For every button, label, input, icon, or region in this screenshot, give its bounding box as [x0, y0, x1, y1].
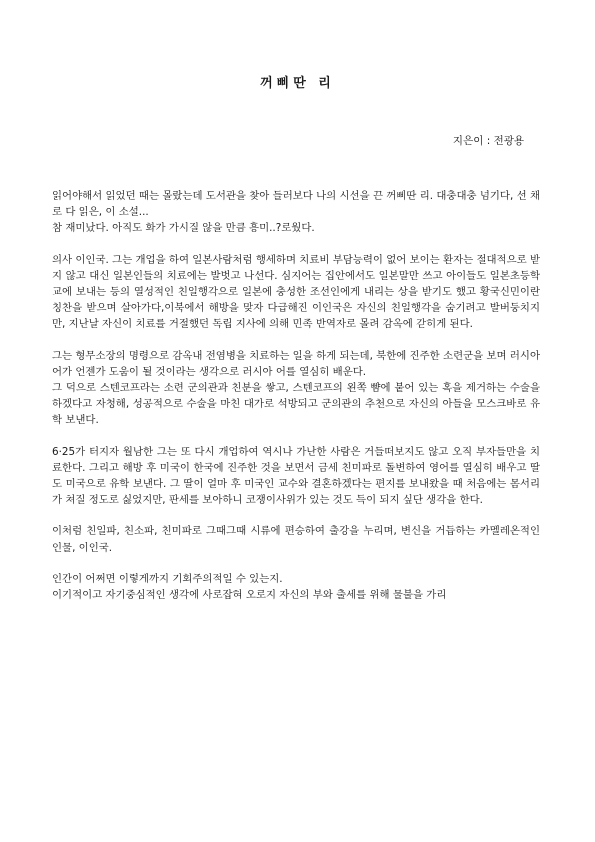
- paragraph: 6·25가 터지자 월남한 그는 또 다시 개업하여 역시나 가난한 사람은 거들떠보지도 않고 오직 부자들만을 치료한다. 그리고 해방 후 미국이 한국에 진주한 것을 보면서 금세 친미파로 돌변하여 영어를 열심히 배우고 딸도 미국으로 유학 보낸다. 그 딸이 얼마 후 미국인 교수와 결혼하겠다는 편지를 보내왔을 때 처음에는 몸서리가 쳐질 정도로 싫었지만, 판세를 보아하니 코쟁이사위가 있는 것도 득이 되지 싶단 생각을 한다.: [52, 445, 540, 507]
- paragraph: 의사 이인국. 그는 개업을 하여 일본사람처럼 행세하며 치료비 부담능력이 없어 보이는 환자는 절대적으로 받지 않고 대신 일본인들의 치료에는 발벗고 나선다. 심지어는 집안에서도 일본말만 쓰고 아이들도 일본초등학교에 보내는 등의 열성적인 친일행각으로 일본에 충성한 조선인에게 내리는 상을 받기도 했고 황국신민이란 칭찬을 받으며 살아가다,이북에서 해방을 맞자 다급해진 이인국은 자신의 친일행각을 숨기려고 발버둥치지만, 지난날 자신이 치료를 거절했던 독립 지사에 의해 민족 반역자로 몰려 감옥에 갇히게 된다.: [52, 253, 540, 331]
- paragraph: 인간이 어쩌면 이렇게까지 기회주의적일 수 있는지. 이기적이고 자기중심적인 생각에 사로잡혀 오로지 자신의 부와 출세를 위해 물불을 가리: [52, 572, 447, 602]
- paragraph: 이처럼 친일파, 친소파, 친미파로 그때그때 시류에 편승하여 출강을 누리며, 변신을 거듭하는 카멜레온적인 인물, 이인국.: [52, 525, 540, 554]
- paragraph: 그는 형무소장의 명령으로 감옥내 전염병을 치료하는 일을 하게 되는데, 북한에 진주한 소련군을 보며 러시아어가 언젠가 도움이 될 것이라는 생각으로 러시아 어를 열심히 배운다. 그 덕으로 스텐코프라는 소련 군의관과 친분을 쌓고, 스텐코프의 왼쪽 뺨에 붙어 있는 혹을 제거하는 수술을 하겠다고 자청해, 성공적으로 수술을 마친 대가로 석방되고 군의관의 추천으로 자신의 아들을 모스크바로 유학 보낸다.: [52, 349, 540, 427]
- document-title: 꺼삐딴 리: [260, 76, 335, 91]
- document-body: [52, 188, 540, 618]
- author-line: 지은이 : 전광용: [452, 135, 524, 147]
- paragraph: 읽어야해서 읽었던 때는 몰랐는데 도서관을 찾아 들러보다 나의 시선을 끈 꺼삐딴 리. 대충대충 넘기다, 선 채로 다 읽은, 이 소설... 참 재미났다. 아직도 화가 가시질 않을 만큼 흥미..?로웠다.: [52, 190, 540, 235]
